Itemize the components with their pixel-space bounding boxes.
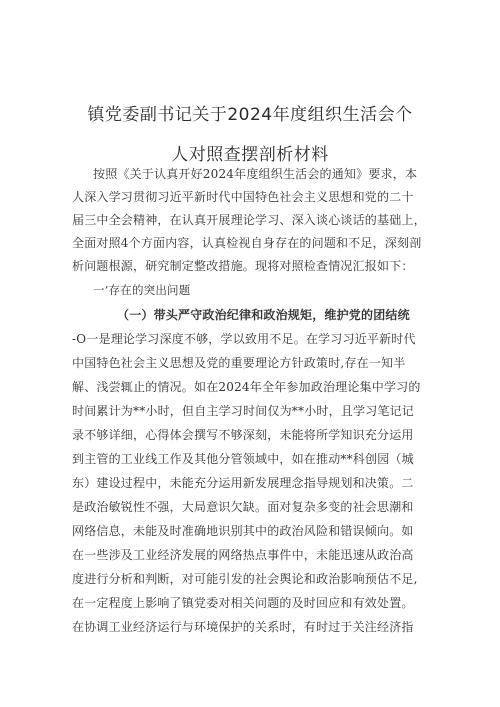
body-line: 度进行分析和判断，对可能引发的社会舆论和政治影响预估不足,	[72, 572, 418, 586]
body-line: 解、浅尝辄止的情况。如在2024年全年参加政治理论集中学习的	[72, 380, 421, 394]
intro-line: 全面对照4个方面内容，认真检视自身存在的问题和不足，深刻剖	[72, 236, 422, 250]
intro-line: 人深入学习贯彻习近平新时代中国特色社会主义思想和党的二十	[72, 190, 414, 204]
body-line: 中国特色社会主义思想及党的重要理论方针政策时,存在一知半	[72, 356, 406, 370]
body-line: 在一些涉及工业经济发展的网络热点事件中，未能迅速从政治高	[72, 548, 414, 562]
body-line: 录不够详细，心得体会撰写不够深刻，未能将所学知识充分运用	[72, 428, 414, 442]
document-title-line-2: 人对照查摆剖析材料	[171, 145, 329, 165]
intro-line: 析问题根源，研究制定整改措施。现将对照检查情况汇报如下：	[72, 259, 414, 273]
document-title-line-1: 镇党委副书记关于2024年度组织生活会个	[87, 105, 413, 125]
section-heading: 一’存在的突出问题	[93, 283, 191, 297]
intro-line: 按照《关于认真开好2024年度组织生活会的通知》要求，本	[93, 167, 418, 181]
intro-line: 届三中全会精神，在认真开展理论学习、深入谈心谈话的基础上，	[72, 213, 426, 227]
subsection-heading: （一）带头严守政治纪律和政治规矩，维护党的团结统	[117, 308, 410, 322]
body-line: -O一是理论学习深度不够，学以致用不足。在学习习近平新时代	[72, 332, 416, 346]
body-line: 是政治敏锐性不强，大局意识欠缺。面对复杂多变的社会思潮和	[72, 500, 414, 514]
body-line: 时间累计为**小时，但自主学习时间仅为**小时，且学习笔记记	[72, 404, 415, 418]
body-line: 东）建设过程中，未能充分运用新发展理念指导规划和决策。二	[72, 476, 414, 490]
body-line: 网络信息，未能及时准确地识别其中的政治风险和错误倾向。如	[72, 524, 414, 538]
body-line: 在一定程度上影响了镇党委对相关问题的及时回应和有效处置。	[72, 596, 414, 610]
body-line: 到主管的工业线工作及其他分管领域中，如在推动**科创园（城	[72, 452, 414, 466]
body-line: 在协调工业经济运行与环境保护的关系时，有时过于关注经济指	[72, 620, 414, 634]
